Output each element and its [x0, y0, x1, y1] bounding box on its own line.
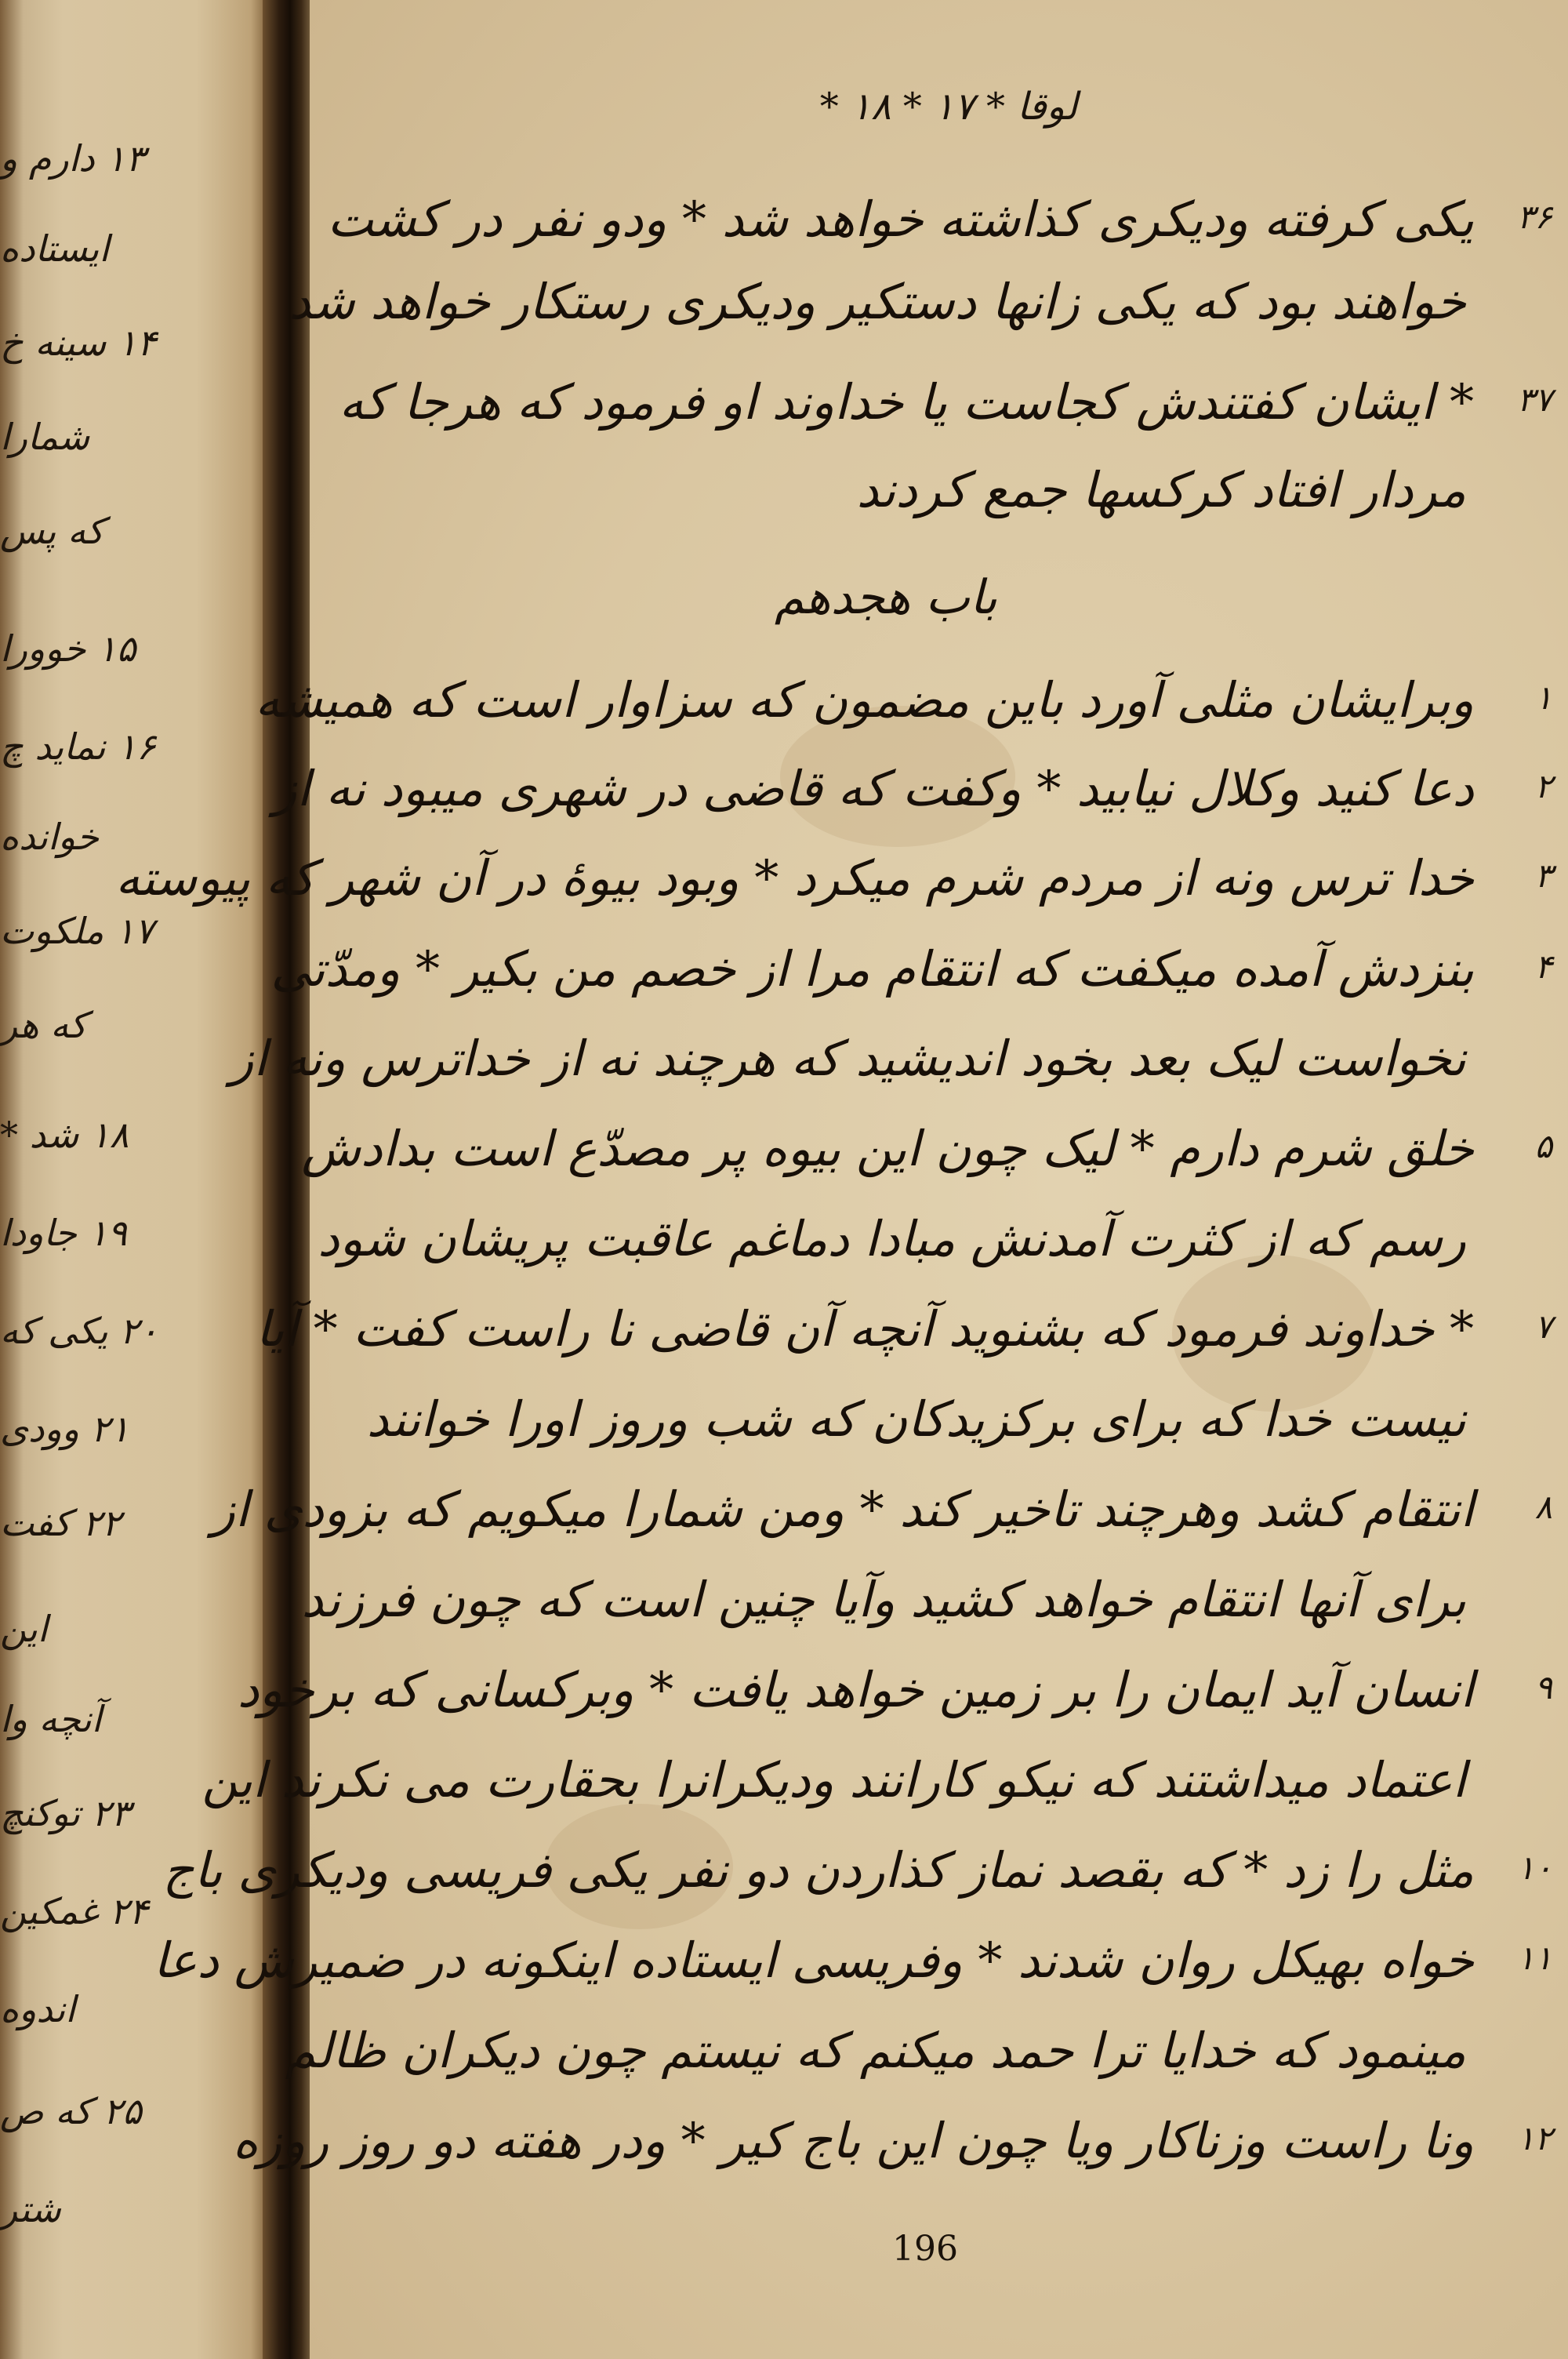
verse-line: ونا راست وزناکار ویا چون این باج کیر * ودر هفته دو روز روزه	[232, 2112, 1474, 2169]
left-page	[0, 0, 274, 2359]
left-page-line: ۱۶ نماید چ	[0, 725, 156, 768]
left-page-line: خوانده	[0, 816, 100, 858]
left-page-line: ۲۴ غمکین	[0, 1890, 148, 1932]
left-page-line: ۲۰ یکی که	[0, 1310, 158, 1352]
verse-line: انسان آید ایمان را بر زمین خواهد یافت * وبرکسانی که برخود	[237, 1661, 1474, 1718]
verse-line: رسم که از کثرت آمدنش مبادا دماغم عاقبت پریشان شود	[318, 1210, 1466, 1267]
left-page-line: که هر	[0, 1004, 87, 1046]
left-page-line: شمارا	[0, 416, 90, 458]
verse-line: نیست خدا که برای برکزیدکان که شب وروز اورا خوانند	[366, 1390, 1466, 1448]
verse-number: ۳۶	[1516, 198, 1552, 236]
verse-line: اعتماد میداشتند که نیکو کارانند ودیکرانرا بحقارت می نکرند این	[201, 1751, 1466, 1808]
verse-number: ۱	[1534, 678, 1552, 717]
left-page-line: ۲۲ کفت	[0, 1502, 122, 1544]
verse-line: مردار افتاد کرکسها جمع کردند	[856, 461, 1466, 518]
verse-line: مینمود که خدایا ترا حمد میکنم که نیستم چون دیکران ظالم	[285, 2022, 1466, 2079]
verse-line: خواهند بود که یکی زانها دستکیر ودیکری رستکار خواهد شد	[289, 273, 1466, 330]
verse-number: ۳	[1534, 856, 1552, 895]
verse-number: ۴	[1534, 947, 1552, 986]
left-page-line: ۲۱ وودی	[0, 1408, 129, 1450]
verse-line: یکی کرفته ودیکری کذاشته خواهد شد * ودو نفر در کشت	[327, 191, 1474, 248]
verse-line: برای آنها انتقام خواهد کشید وآیا چنین است که چون فرزند	[301, 1571, 1466, 1628]
left-page-line: اندوه	[0, 1988, 76, 2030]
verse-line: خواه بهیکل روان شدند * وفریسی ایستاده اینکونه در ضمیرش دعا	[153, 1932, 1474, 1989]
left-page-line: ۲۳ توکنچ	[0, 1792, 131, 1834]
page-number: 196	[892, 2229, 958, 2269]
left-page-line: ۱۳ دارم و	[0, 137, 145, 180]
verse-number: ۱۱	[1516, 1939, 1552, 1977]
verse-number: ۳۷	[1516, 380, 1552, 419]
left-page-line: ۱۹ جاودا	[0, 1212, 127, 1254]
verse-line: مثل را زد * که بقصد نماز کذاردن دو نفر یکی فریسی ودیکری باج	[162, 1841, 1474, 1899]
left-page-line: ۱۷ ملکوت	[0, 910, 154, 952]
verse-number: ۲	[1534, 767, 1552, 805]
chapter-title: باب هجدهم	[775, 570, 997, 625]
verse-line: * خداوند فرمود که بشنوید آنچه آن قاضی نا راست کفت * آیا	[256, 1300, 1474, 1358]
verse-number: ۷	[1534, 1307, 1552, 1346]
verse-line: انتقام کشد وهرچند تاخیر کند * ومن شمارا میکویم که بزودی از	[212, 1481, 1474, 1538]
verse-number: ۱۰	[1516, 1848, 1552, 1887]
verse-number: ۱۲	[1516, 2119, 1552, 2157]
left-page-line: ۱۴ سینه خ	[0, 322, 157, 364]
verse-line: دعا کنید وکلال نیابید * وکفت که قاضی در شهری میبود نه از	[273, 760, 1474, 817]
verse-number: ۹	[1534, 1668, 1552, 1707]
verse-line: خدا ترس ونه از مردم شرم میکرد * وبود بیوهٔ در آن شهر که پیوسته	[115, 849, 1474, 907]
left-page-line: شتر	[0, 2188, 61, 2230]
left-page-line: ایستاده	[0, 227, 110, 270]
verse-line: نخواست لیک بعد بخود اندیشید که هرچند نه از خداترس ونه از	[230, 1030, 1466, 1087]
verse-line: * ایشان کفتندش کجاست یا خداوند او فرمود که هرجا که	[339, 373, 1474, 431]
verse-line: خلق شرم دارم * لیک چون این بیوه پر مصدّع است بدادش	[301, 1120, 1474, 1177]
left-page-line: ۲۵ که ص	[0, 2090, 142, 2132]
left-page-line: ۱۸ شد *	[0, 1114, 129, 1156]
left-page-line: آنچه وا	[0, 1698, 102, 1740]
verse-line: بنزدش آمده میکفت که انتقام مرا از خصم من بکیر * ومدّتی	[270, 940, 1474, 998]
verse-line: وبرایشان مثلی آورد باین مضمون که سزاوار است که همیشه	[255, 671, 1474, 729]
left-page-line: ۱۵ خوورا	[0, 627, 136, 670]
verse-number: ۵	[1534, 1127, 1552, 1165]
left-page-line: این	[0, 1608, 48, 1650]
running-header: لوقا * ۱۷ * ۱۸ *	[819, 85, 1078, 129]
left-page-line: که پس	[0, 510, 104, 552]
verse-number: ۸	[1534, 1488, 1552, 1526]
